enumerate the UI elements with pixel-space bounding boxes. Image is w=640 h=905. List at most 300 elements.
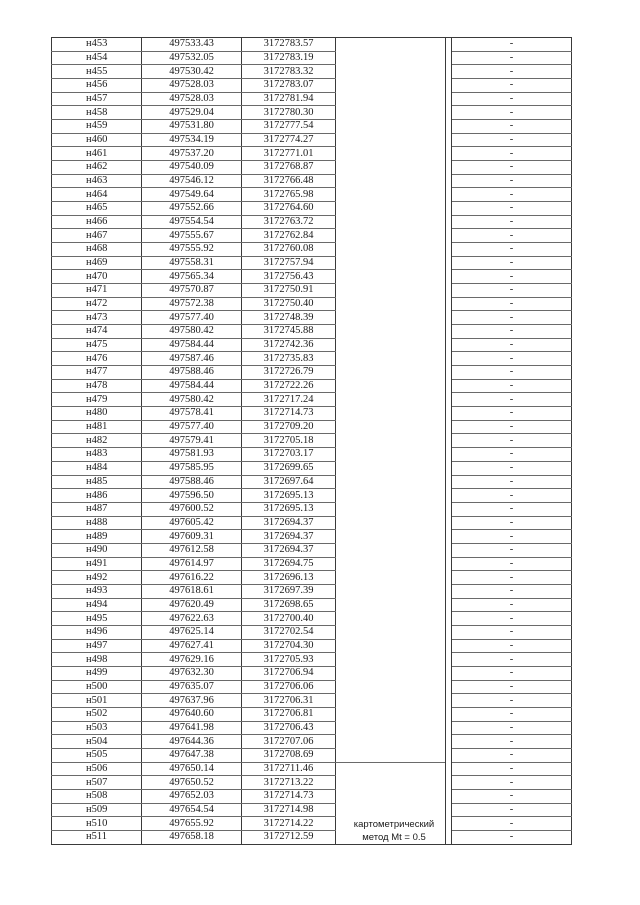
x-coordinate-cell: 497572.38 (142, 297, 242, 311)
dash-cell: - (452, 489, 572, 503)
method-cell (336, 202, 446, 216)
method-cell (336, 789, 446, 803)
method-cell (336, 680, 446, 694)
x-coordinate-cell: 497528.03 (142, 79, 242, 93)
point-id-cell: н500 (52, 680, 142, 694)
table-row (52, 366, 572, 380)
dash-cell: - (452, 338, 572, 352)
point-id-cell: н506 (52, 762, 142, 776)
table-row (52, 762, 572, 776)
point-id-cell: н497 (52, 639, 142, 653)
table-row (52, 38, 572, 52)
table-row (52, 161, 572, 175)
y-coordinate-cell: 3172745.88 (242, 325, 336, 339)
dash-cell: - (452, 721, 572, 735)
method-cell (336, 516, 446, 530)
dash-cell: - (452, 284, 572, 298)
x-coordinate-cell: 497605.42 (142, 516, 242, 530)
point-id-cell: н471 (52, 284, 142, 298)
method-cell (336, 557, 446, 571)
method-cell (336, 502, 446, 516)
y-coordinate-cell: 3172702.54 (242, 625, 336, 639)
table-row (52, 830, 572, 844)
dash-cell: - (452, 407, 572, 421)
table-row (52, 133, 572, 147)
table-row (52, 721, 572, 735)
dash-cell: - (452, 762, 572, 776)
dash-cell: - (452, 680, 572, 694)
dash-cell: - (452, 79, 572, 93)
y-coordinate-cell: 3172694.75 (242, 557, 336, 571)
point-id-cell: н495 (52, 612, 142, 626)
point-id-cell: н470 (52, 270, 142, 284)
table-row (52, 789, 572, 803)
table-row (52, 530, 572, 544)
dash-cell: - (452, 311, 572, 325)
x-coordinate-cell: 497658.18 (142, 830, 242, 844)
method-cell (336, 270, 446, 284)
method-cell (336, 434, 446, 448)
x-coordinate-cell: 497534.19 (142, 133, 242, 147)
dash-cell: - (452, 133, 572, 147)
point-id-cell: н460 (52, 133, 142, 147)
dash-cell: - (452, 543, 572, 557)
point-id-cell: н456 (52, 79, 142, 93)
dash-cell: - (452, 393, 572, 407)
x-coordinate-cell: 497596.50 (142, 489, 242, 503)
method-line-1: картометрический (353, 819, 435, 830)
method-cell (336, 530, 446, 544)
dash-cell: - (452, 174, 572, 188)
method-cell (336, 803, 446, 817)
y-coordinate-cell: 3172768.87 (242, 161, 336, 175)
point-id-cell: н511 (52, 830, 142, 844)
y-coordinate-cell: 3172764.60 (242, 202, 336, 216)
method-cell (336, 133, 446, 147)
y-coordinate-cell: 3172714.98 (242, 803, 336, 817)
table-row (52, 598, 572, 612)
method-cell (336, 51, 446, 65)
point-id-cell: н454 (52, 51, 142, 65)
point-id-cell: н492 (52, 571, 142, 585)
y-coordinate-cell: 3172706.81 (242, 707, 336, 721)
point-id-cell: н473 (52, 311, 142, 325)
x-coordinate-cell: 497654.54 (142, 803, 242, 817)
table-row (52, 543, 572, 557)
x-coordinate-cell: 497546.12 (142, 174, 242, 188)
table-row (52, 735, 572, 749)
x-coordinate-cell: 497579.41 (142, 434, 242, 448)
x-coordinate-cell: 497622.63 (142, 612, 242, 626)
table-row (52, 639, 572, 653)
y-coordinate-cell: 3172711.46 (242, 762, 336, 776)
table-row (52, 420, 572, 434)
method-cell (336, 762, 446, 776)
y-coordinate-cell: 3172714.22 (242, 817, 336, 831)
point-id-cell: н481 (52, 420, 142, 434)
dash-cell: - (452, 612, 572, 626)
table-row (52, 817, 572, 831)
x-coordinate-cell: 497532.05 (142, 51, 242, 65)
x-coordinate-cell: 497600.52 (142, 502, 242, 516)
point-id-cell: н496 (52, 625, 142, 639)
dash-cell: - (452, 448, 572, 462)
dash-cell: - (452, 161, 572, 175)
y-coordinate-cell: 3172762.84 (242, 229, 336, 243)
table-row (52, 311, 572, 325)
x-coordinate-cell: 497627.41 (142, 639, 242, 653)
y-coordinate-cell: 3172705.93 (242, 653, 336, 667)
point-id-cell: н508 (52, 789, 142, 803)
method-cell (336, 625, 446, 639)
y-coordinate-cell: 3172700.40 (242, 612, 336, 626)
point-id-cell: н480 (52, 407, 142, 421)
point-id-cell: н487 (52, 502, 142, 516)
x-coordinate-cell: 497558.31 (142, 256, 242, 270)
method-cell (336, 543, 446, 557)
method-cell (336, 147, 446, 161)
method-cell (336, 748, 446, 762)
y-coordinate-cell: 3172694.37 (242, 516, 336, 530)
dash-cell: - (452, 38, 572, 52)
method-cell (336, 571, 446, 585)
x-coordinate-cell: 497565.34 (142, 270, 242, 284)
table-row (52, 475, 572, 489)
y-coordinate-cell: 3172783.57 (242, 38, 336, 52)
point-id-cell: н509 (52, 803, 142, 817)
dash-cell: - (452, 229, 572, 243)
x-coordinate-cell: 497531.80 (142, 120, 242, 134)
y-coordinate-cell: 3172765.98 (242, 188, 336, 202)
dash-cell: - (452, 256, 572, 270)
table-row (52, 65, 572, 79)
table-row (52, 243, 572, 257)
method-line-2: метод Mt = 0.5 (362, 832, 426, 843)
dash-cell: - (452, 694, 572, 708)
x-coordinate-cell: 497577.40 (142, 420, 242, 434)
point-id-cell: н477 (52, 366, 142, 380)
method-cell (336, 653, 446, 667)
y-coordinate-cell: 3172714.73 (242, 407, 336, 421)
y-coordinate-cell: 3172766.48 (242, 174, 336, 188)
point-id-cell: н504 (52, 735, 142, 749)
y-coordinate-cell: 3172771.01 (242, 147, 336, 161)
y-coordinate-cell: 3172706.31 (242, 694, 336, 708)
x-coordinate-cell: 497620.49 (142, 598, 242, 612)
x-coordinate-cell: 497549.64 (142, 188, 242, 202)
dash-cell: - (452, 776, 572, 790)
method-cell (336, 92, 446, 106)
point-id-cell: н507 (52, 776, 142, 790)
y-coordinate-cell: 3172783.07 (242, 79, 336, 93)
y-coordinate-cell: 3172709.20 (242, 420, 336, 434)
method-cell (336, 366, 446, 380)
x-coordinate-cell: 497570.87 (142, 284, 242, 298)
method-cell (336, 65, 446, 79)
table-row (52, 297, 572, 311)
method-cell (336, 229, 446, 243)
method-cell (336, 707, 446, 721)
point-id-cell: н482 (52, 434, 142, 448)
y-coordinate-cell: 3172694.37 (242, 543, 336, 557)
y-coordinate-cell: 3172774.27 (242, 133, 336, 147)
x-coordinate-cell: 497540.09 (142, 161, 242, 175)
dash-cell: - (452, 707, 572, 721)
y-coordinate-cell: 3172704.30 (242, 639, 336, 653)
method-cell (336, 666, 446, 680)
table-row (52, 625, 572, 639)
method-cell (336, 311, 446, 325)
x-coordinate-cell: 497625.14 (142, 625, 242, 639)
point-id-cell: н469 (52, 256, 142, 270)
dash-cell: - (452, 202, 572, 216)
method-cell (336, 612, 446, 626)
point-id-cell: н464 (52, 188, 142, 202)
dash-cell: - (452, 434, 572, 448)
point-id-cell: н490 (52, 543, 142, 557)
x-coordinate-cell: 497635.07 (142, 680, 242, 694)
point-id-cell: н462 (52, 161, 142, 175)
y-coordinate-cell: 3172713.22 (242, 776, 336, 790)
y-coordinate-cell: 3172707.06 (242, 735, 336, 749)
dash-cell: - (452, 379, 572, 393)
point-id-cell: н476 (52, 352, 142, 366)
method-cell (336, 721, 446, 735)
method-note (339, 818, 449, 844)
table-row (52, 502, 572, 516)
dash-cell: - (452, 65, 572, 79)
y-coordinate-cell: 3172694.37 (242, 530, 336, 544)
table-row (52, 680, 572, 694)
table-row (52, 571, 572, 585)
x-coordinate-cell: 497530.42 (142, 65, 242, 79)
method-cell (336, 694, 446, 708)
table-row (52, 51, 572, 65)
point-id-cell: н501 (52, 694, 142, 708)
x-coordinate-cell: 497580.42 (142, 393, 242, 407)
y-coordinate-cell: 3172698.65 (242, 598, 336, 612)
x-coordinate-cell: 497655.92 (142, 817, 242, 831)
method-cell (336, 352, 446, 366)
point-id-cell: н505 (52, 748, 142, 762)
table-row (52, 270, 572, 284)
x-coordinate-cell: 497528.03 (142, 92, 242, 106)
dash-cell: - (452, 817, 572, 831)
method-cell (336, 584, 446, 598)
x-coordinate-cell: 497629.16 (142, 653, 242, 667)
x-coordinate-cell: 497554.54 (142, 215, 242, 229)
x-coordinate-cell: 497647.38 (142, 748, 242, 762)
point-id-cell: н503 (52, 721, 142, 735)
point-id-cell: н499 (52, 666, 142, 680)
dash-cell: - (452, 571, 572, 585)
method-cell (336, 489, 446, 503)
y-coordinate-cell: 3172742.36 (242, 338, 336, 352)
point-id-cell: н502 (52, 707, 142, 721)
y-coordinate-cell: 3172706.94 (242, 666, 336, 680)
x-coordinate-cell: 497609.31 (142, 530, 242, 544)
table-row (52, 516, 572, 530)
y-coordinate-cell: 3172705.18 (242, 434, 336, 448)
dash-cell: - (452, 106, 572, 120)
table-row (52, 776, 572, 790)
method-cell (336, 461, 446, 475)
method-cell (336, 598, 446, 612)
y-coordinate-cell: 3172783.19 (242, 51, 336, 65)
dash-cell: - (452, 653, 572, 667)
point-id-cell: н453 (52, 38, 142, 52)
dash-cell: - (452, 366, 572, 380)
dash-cell: - (452, 639, 572, 653)
method-cell (336, 448, 446, 462)
x-coordinate-cell: 497616.22 (142, 571, 242, 585)
method-cell (336, 161, 446, 175)
dash-cell: - (452, 502, 572, 516)
x-coordinate-cell: 497588.46 (142, 475, 242, 489)
table-row (52, 147, 572, 161)
dash-cell: - (452, 516, 572, 530)
method-cell (336, 174, 446, 188)
x-coordinate-cell: 497632.30 (142, 666, 242, 680)
x-coordinate-cell: 497529.04 (142, 106, 242, 120)
x-coordinate-cell: 497533.43 (142, 38, 242, 52)
x-coordinate-cell: 497578.41 (142, 407, 242, 421)
x-coordinate-cell: 497588.46 (142, 366, 242, 380)
y-coordinate-cell: 3172717.24 (242, 393, 336, 407)
method-cell (336, 284, 446, 298)
method-cell (336, 407, 446, 421)
dash-cell: - (452, 270, 572, 284)
point-id-cell: н455 (52, 65, 142, 79)
method-cell (336, 639, 446, 653)
dash-cell: - (452, 188, 572, 202)
table-row (52, 202, 572, 216)
dash-cell: - (452, 243, 572, 257)
y-coordinate-cell: 3172783.32 (242, 65, 336, 79)
y-coordinate-cell: 3172757.94 (242, 256, 336, 270)
point-id-cell: н461 (52, 147, 142, 161)
y-coordinate-cell: 3172777.54 (242, 120, 336, 134)
y-coordinate-cell: 3172706.43 (242, 721, 336, 735)
x-coordinate-cell: 497650.52 (142, 776, 242, 790)
y-coordinate-cell: 3172699.65 (242, 461, 336, 475)
x-coordinate-cell: 497552.66 (142, 202, 242, 216)
y-coordinate-cell: 3172750.91 (242, 284, 336, 298)
table-row (52, 92, 572, 106)
dash-cell: - (452, 352, 572, 366)
method-cell (336, 79, 446, 93)
point-id-cell: н459 (52, 120, 142, 134)
method-cell (336, 325, 446, 339)
dash-cell: - (452, 598, 572, 612)
x-coordinate-cell: 497644.36 (142, 735, 242, 749)
table-row (52, 666, 572, 680)
method-cell (336, 188, 446, 202)
x-coordinate-cell: 497555.92 (142, 243, 242, 257)
x-coordinate-cell: 497637.96 (142, 694, 242, 708)
table-row (52, 448, 572, 462)
x-coordinate-cell: 497641.98 (142, 721, 242, 735)
y-coordinate-cell: 3172781.94 (242, 92, 336, 106)
y-coordinate-cell: 3172735.83 (242, 352, 336, 366)
table-row (52, 694, 572, 708)
point-id-cell: н458 (52, 106, 142, 120)
table-row (52, 489, 572, 503)
y-coordinate-cell: 3172748.39 (242, 311, 336, 325)
table-row (52, 256, 572, 270)
y-coordinate-cell: 3172750.40 (242, 297, 336, 311)
point-id-cell: н493 (52, 584, 142, 598)
table-row (52, 393, 572, 407)
table-row (52, 352, 572, 366)
table-row (52, 188, 572, 202)
x-coordinate-cell: 497640.60 (142, 707, 242, 721)
table-row (52, 79, 572, 93)
dash-cell: - (452, 830, 572, 844)
dash-cell: - (452, 51, 572, 65)
table-row (52, 803, 572, 817)
y-coordinate-cell: 3172695.13 (242, 502, 336, 516)
method-cell (336, 379, 446, 393)
method-cell (336, 243, 446, 257)
point-id-cell: н488 (52, 516, 142, 530)
y-coordinate-cell: 3172696.13 (242, 571, 336, 585)
y-coordinate-cell: 3172697.64 (242, 475, 336, 489)
x-coordinate-cell: 497612.58 (142, 543, 242, 557)
dash-cell: - (452, 666, 572, 680)
point-id-cell: н485 (52, 475, 142, 489)
method-cell (336, 475, 446, 489)
table-row (52, 557, 572, 571)
table-row (52, 215, 572, 229)
x-coordinate-cell: 497584.44 (142, 379, 242, 393)
table-row (52, 653, 572, 667)
dash-cell: - (452, 120, 572, 134)
y-coordinate-cell: 3172760.08 (242, 243, 336, 257)
table-row (52, 106, 572, 120)
point-id-cell: н466 (52, 215, 142, 229)
method-cell (336, 393, 446, 407)
y-coordinate-cell: 3172695.13 (242, 489, 336, 503)
point-id-cell: н467 (52, 229, 142, 243)
y-coordinate-cell: 3172780.30 (242, 106, 336, 120)
point-id-cell: н486 (52, 489, 142, 503)
dash-cell: - (452, 625, 572, 639)
method-cell (336, 120, 446, 134)
method-cell (336, 215, 446, 229)
y-coordinate-cell: 3172763.72 (242, 215, 336, 229)
dash-cell: - (452, 735, 572, 749)
dash-cell: - (452, 92, 572, 106)
table-row (52, 584, 572, 598)
y-coordinate-cell: 3172706.06 (242, 680, 336, 694)
point-id-cell: н484 (52, 461, 142, 475)
point-id-cell: н483 (52, 448, 142, 462)
dash-cell: - (452, 461, 572, 475)
table-row (52, 338, 572, 352)
coordinates-table (51, 37, 572, 845)
table-row (52, 325, 572, 339)
dash-cell: - (452, 789, 572, 803)
point-id-cell: н498 (52, 653, 142, 667)
table-row (52, 707, 572, 721)
table-row (52, 434, 572, 448)
dash-cell: - (452, 215, 572, 229)
point-id-cell: н494 (52, 598, 142, 612)
coordinates-table-body (52, 38, 572, 845)
x-coordinate-cell: 497555.67 (142, 229, 242, 243)
y-coordinate-cell: 3172708.69 (242, 748, 336, 762)
